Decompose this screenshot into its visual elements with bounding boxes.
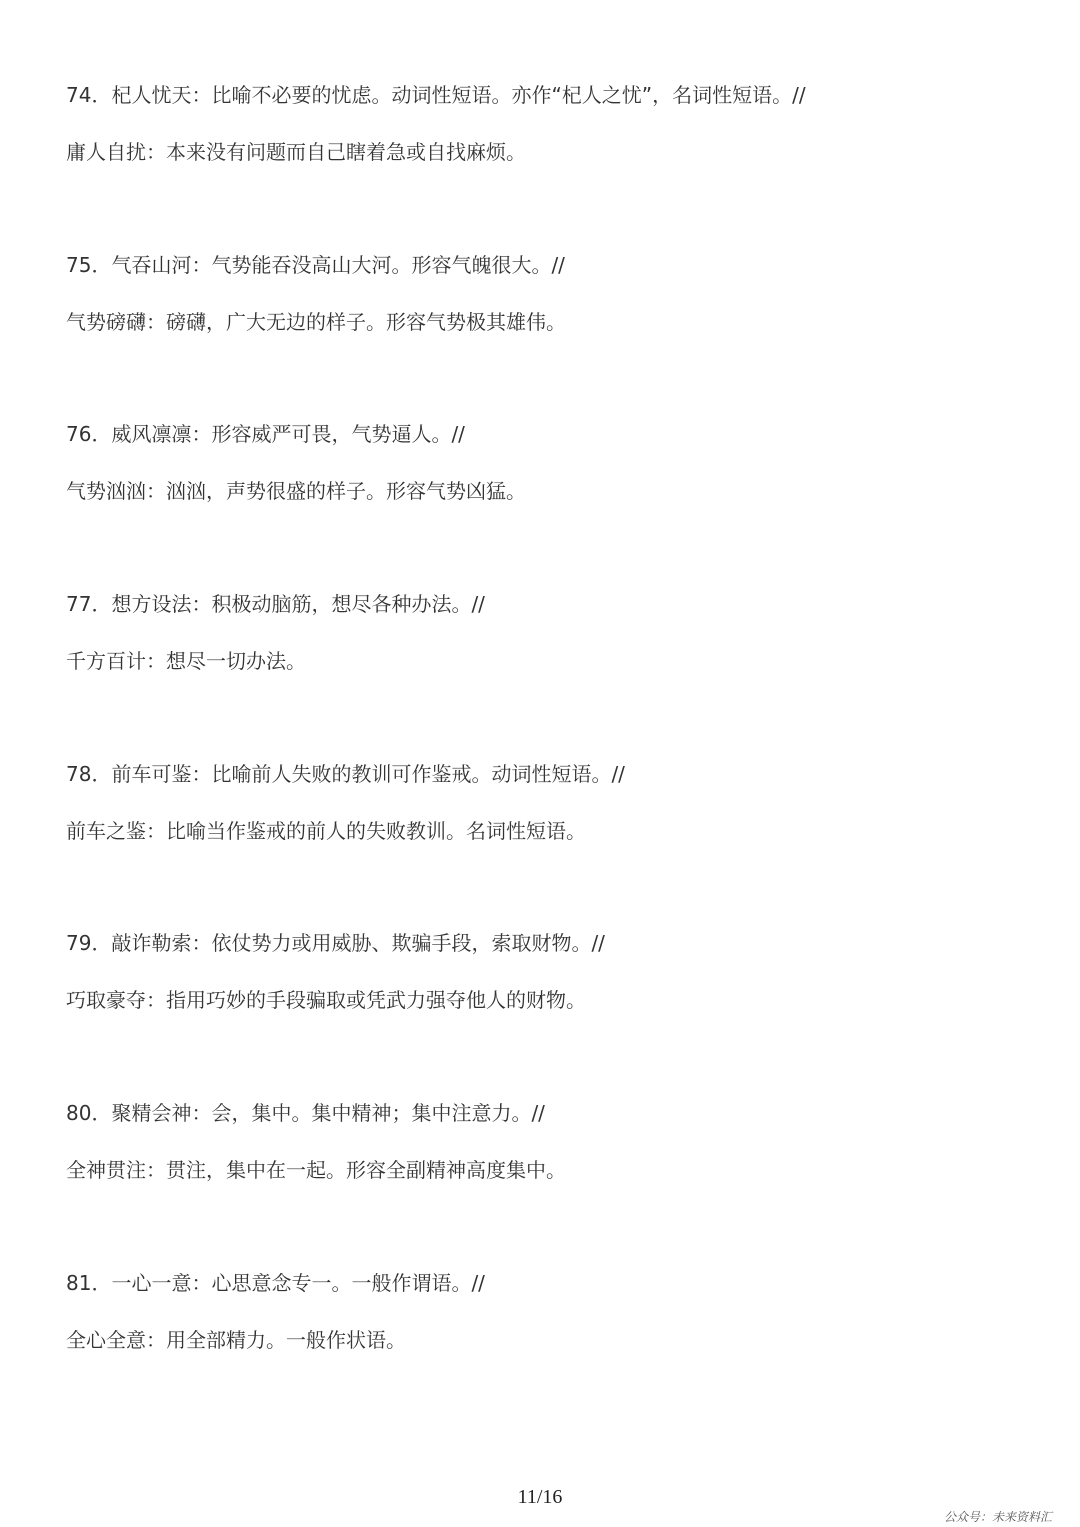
idiom-line: 79．敲诈勒索：依仗势力或用威胁、欺骗手段，索取财物。//: [66, 931, 605, 955]
synonym-line: 千方百计：想尽一切办法。: [66, 649, 306, 673]
synonym-line: 气势汹汹：汹汹，声势很盛的样子。形容气势凶猛。: [66, 479, 526, 503]
page-number: 11/16: [517, 1486, 563, 1508]
idiom-line: 80．聚精会神：会，集中。集中精神；集中注意力。//: [66, 1101, 545, 1125]
idiom-line: 81．一心一意：心思意念专一。一般作谓语。//: [66, 1271, 485, 1295]
watermark: 公众号：未来资料汇: [943, 1510, 1052, 1524]
idiom-line: 78．前车可鉴：比喻前人失败的教训可作鉴戒。动词性短语。//: [66, 762, 625, 786]
idiom-line: 75．气吞山河：气势能吞没高山大河。形容气魄很大。//: [66, 253, 565, 277]
synonym-line: 全心全意：用全部精力。一般作状语。: [66, 1328, 406, 1352]
idiom-line: 77．想方设法：积极动脑筋，想尽各种办法。//: [66, 592, 485, 616]
idiom-line: 76．威风凛凛：形容威严可畏，气势逼人。//: [66, 422, 465, 446]
synonym-line: 前车之鉴：比喻当作鉴戒的前人的失败教训。名词性短语。: [66, 819, 586, 843]
synonym-line: 气势磅礴：磅礴，广大无边的样子。形容气势极其雄伟。: [66, 310, 566, 334]
idiom-line: 74．杞人忧天：比喻不必要的忧虑。动词性短语。亦作“杞人之忧”，名词性短语。//: [66, 83, 806, 107]
synonym-line: 庸人自扰：本来没有问题而自己瞎着急或自找麻烦。: [66, 140, 526, 164]
synonym-line: 全神贯注：贯注，集中在一起。形容全副精神高度集中。: [66, 1158, 566, 1182]
synonym-line: 巧取豪夺：指用巧妙的手段骗取或凭武力强夺他人的财物。: [66, 988, 586, 1012]
